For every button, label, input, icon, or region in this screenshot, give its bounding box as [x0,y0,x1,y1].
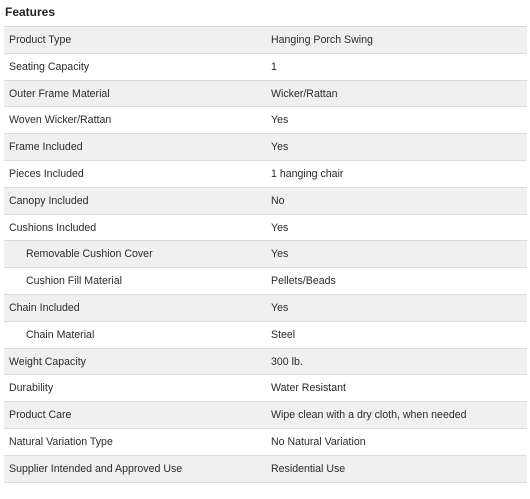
table-row [4,27,527,54]
table-row [4,161,527,188]
table-row [4,268,527,295]
features-table [4,26,527,483]
row-value: Yes [271,301,289,314]
row-value: Hanging Porch Swing [271,34,373,46]
row-label: Cushion Fill Material [26,275,122,288]
table-row [4,241,527,268]
row-label: Woven Wicker/Rattan [9,114,112,127]
table-row [4,402,527,429]
row-value: Pellets/Beads [271,275,336,288]
row-value: 300 lb. [271,355,303,368]
row-label: Seating Capacity [9,60,90,73]
table-row [4,322,527,349]
table-row [4,134,527,161]
row-value: Yes [271,248,289,261]
row-label: Outer Frame Material [9,87,110,100]
table-row [4,429,527,456]
row-value: No [271,194,285,207]
row-label: Frame Included [9,141,83,154]
row-label: Product Care [9,409,72,422]
table-row [4,54,527,81]
row-label: Weight Capacity [9,355,86,368]
row-value: Water Resistant [271,382,346,395]
table-row [4,215,527,242]
row-value: 1 [271,60,277,73]
row-value: Yes [271,221,289,234]
row-label: Chain Included [9,301,80,314]
row-label: Cushions Included [9,221,97,234]
row-value: Yes [271,114,289,127]
table-row [4,107,527,134]
row-label: Canopy Included [9,194,89,207]
table-row [4,188,527,215]
row-label: Chain Material [26,328,95,341]
features-heading: Features [5,5,56,19]
row-value: Yes [271,141,289,154]
table-row [4,349,527,376]
row-value: No Natural Variation [271,435,366,448]
row-value: Steel [271,328,296,341]
row-label: Pieces Included [9,167,84,180]
row-value: Wipe clean with a dry cloth, when needed [271,409,467,422]
row-label: Durability [9,382,54,395]
row-value: 1 hanging chair [271,167,344,180]
row-value: Wicker/Rattan [271,87,338,100]
row-label: Natural Variation Type [9,435,113,448]
row-label: Supplier Intended and Approved Use [9,462,183,475]
row-label: Removable Cushion Cover [26,248,153,261]
row-value: Residential Use [271,462,346,475]
table-row [4,456,527,483]
table-row [4,81,527,108]
table-row [4,375,527,402]
row-label: Product Type [9,34,72,46]
table-row [4,295,527,322]
